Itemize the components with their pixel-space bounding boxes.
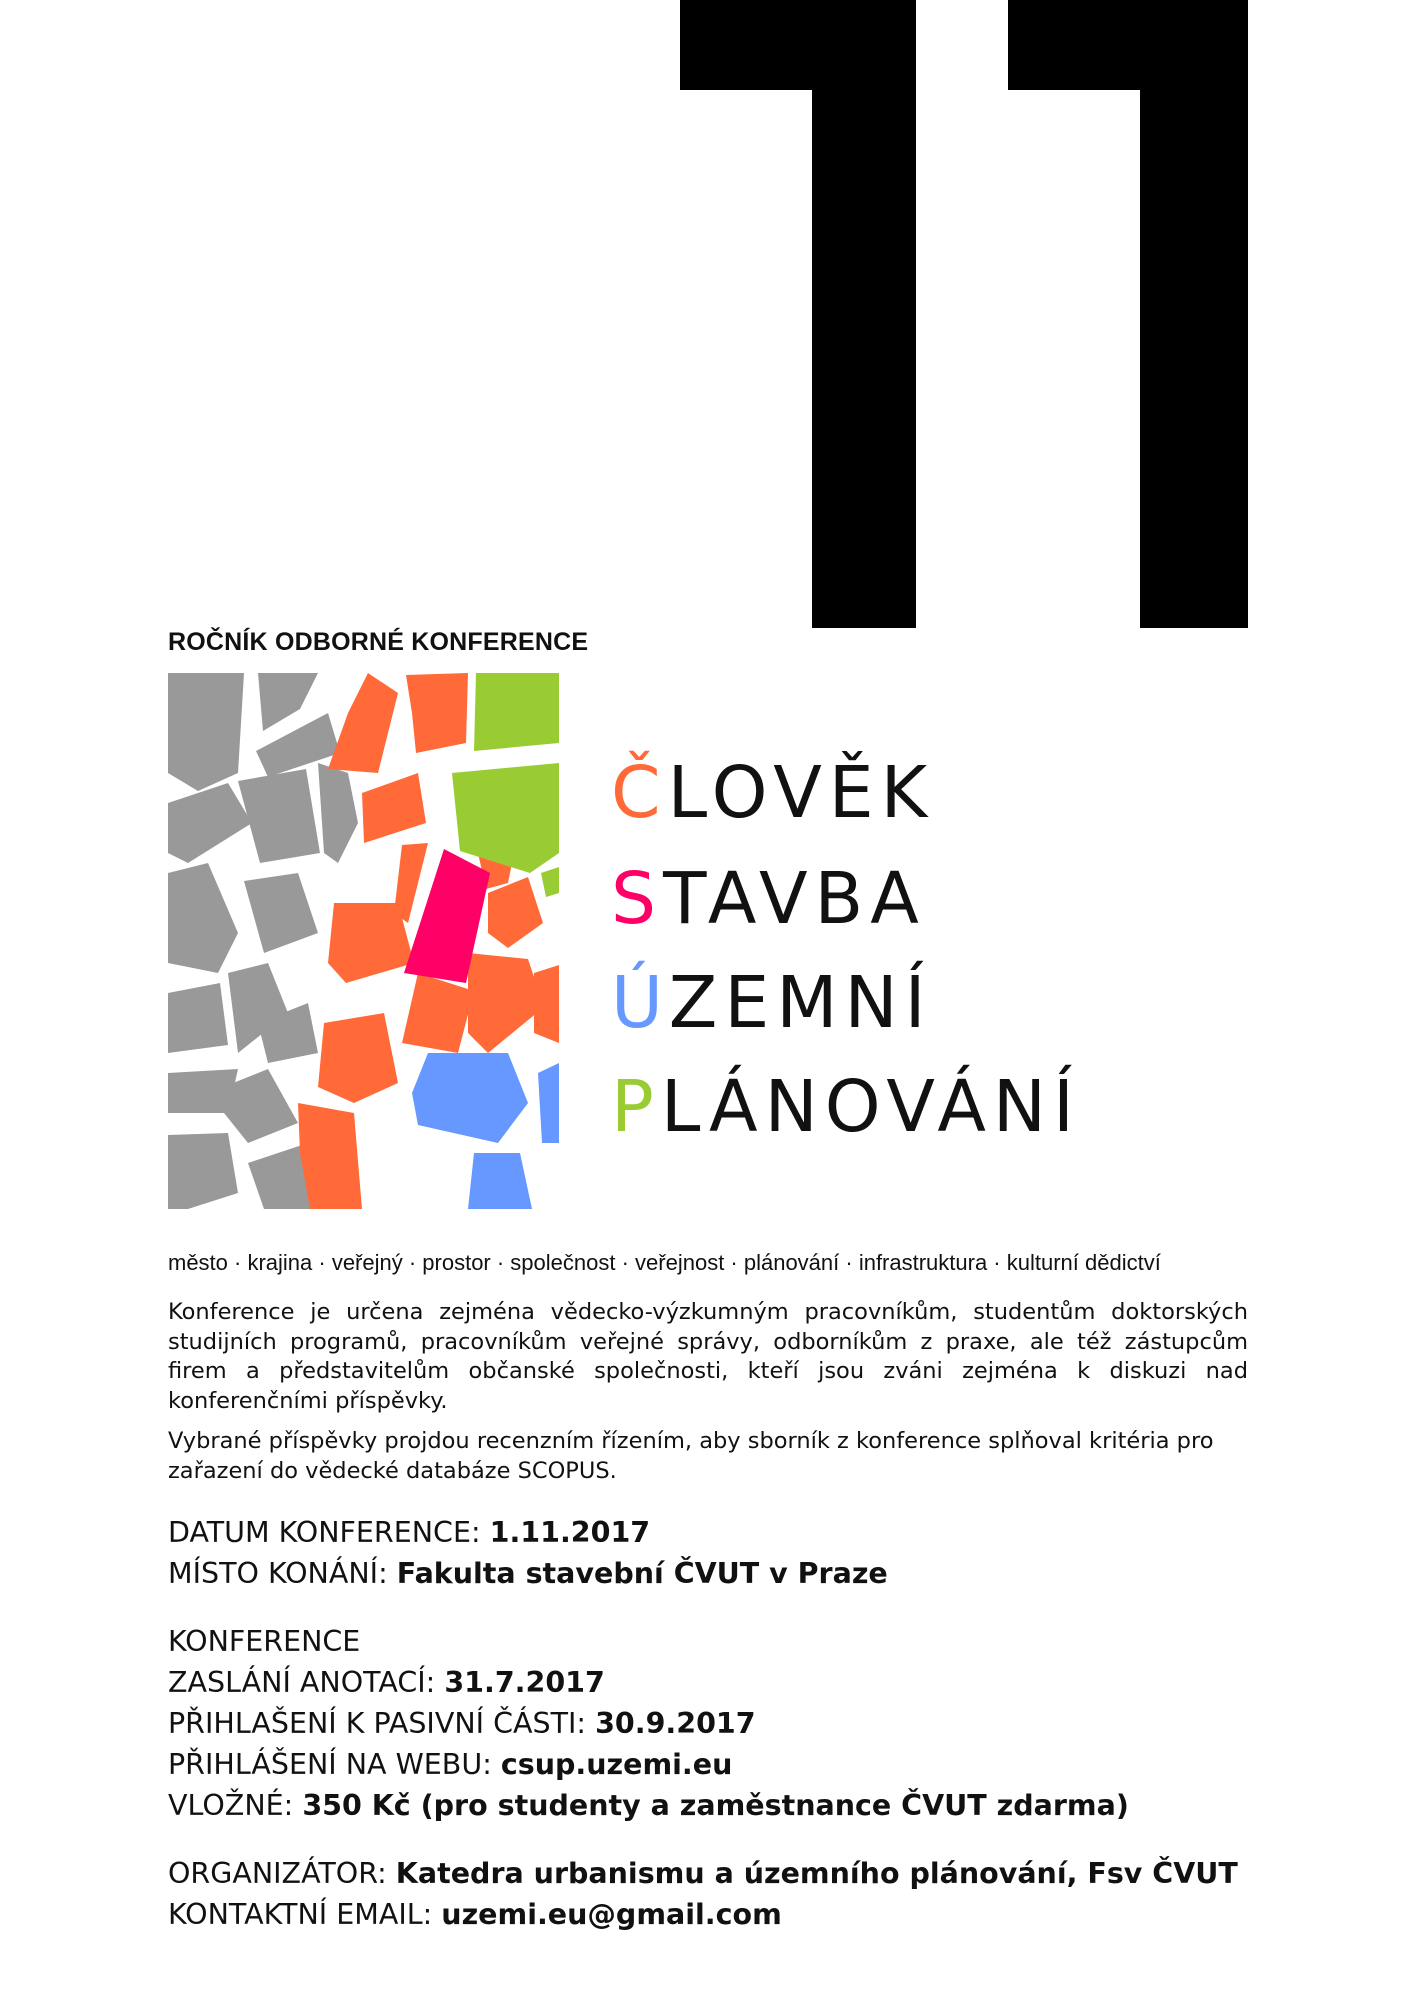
contact-email-label: KONTAKTNÍ EMAIL: [168, 1898, 442, 1931]
annotations-line [168, 1662, 605, 1703]
review-note-paragraph: Vybrané příspěvky projdou recenzním řízením, aby sborník z konference splňoval kritéria pro zařazení do vědecké databáze SCOPUS. [168, 1428, 1214, 1484]
title-line-uzemni [611, 961, 933, 1044]
title-rest-clovek: LOVĚK [667, 751, 935, 834]
edition-number-graphic [0, 0, 1415, 640]
annotations-value: 31.7.2017 [444, 1666, 605, 1699]
title-rest-uzemni: ZEMNÍ [668, 961, 933, 1044]
passive-registration-label: PŘIHLAŠENÍ K PASIVNÍ ČÁSTI: [168, 1707, 596, 1740]
fee-line [168, 1785, 1129, 1826]
title-rest-stavba: TAVBA [663, 857, 926, 940]
digit-one-left [680, 0, 916, 628]
event-date-value: 1.11.2017 [489, 1516, 651, 1549]
event-date-label: DATUM KONFERENCE: [168, 1516, 490, 1549]
fee-label: VLOŽNÉ: [168, 1789, 303, 1822]
event-place-value: Fakulta stavební ČVUT v Praze [396, 1557, 888, 1590]
keywords-line: město · krajina · veřejný · prostor · společnost · veřejnost · plánování · infrastruktura · kulturní dědictví [168, 1250, 1161, 1275]
annotations-label: ZASLÁNÍ ANOTACÍ: [168, 1666, 445, 1699]
web-registration-value[interactable]: csup.uzemi.eu [500, 1748, 733, 1781]
passive-registration-value: 30.9.2017 [595, 1707, 756, 1740]
passive-registration-line [168, 1703, 756, 1744]
title-rest-planovani: LÁNOVÁNÍ [660, 1065, 1081, 1148]
fee-value: 350 Kč (pro studenty a zaměstnance ČVUT zdarma) [302, 1789, 1129, 1822]
title-initial-c: Č [611, 751, 668, 834]
web-registration-label: PŘIHLÁŠENÍ NA WEBU: [168, 1748, 501, 1781]
title-line-clovek [611, 751, 935, 834]
conference-mosaic-logo [168, 673, 559, 1209]
organizer-value: Katedra urbanismu a územního plánování, Fsv ČVUT [395, 1857, 1238, 1890]
description-paragraph: Konference je určena zejména vědecko-výzkumným pracovníkům, studentům doktorských studijních programů, pracovníkům veřejné správy, odborníkům z praxe, ale též zástupcům firem a představitelům občanské společnosti, kteří jsou zváni zejména k diskuzi nad konferenčními příspěvky. [168, 1299, 1248, 1414]
title-initial-u: Ú [611, 961, 669, 1044]
organizer-line [168, 1853, 1238, 1894]
contact-email-value[interactable]: uzemi.eu@gmail.com [441, 1898, 782, 1931]
event-date-line [168, 1512, 650, 1553]
web-registration-line [168, 1744, 732, 1785]
edition-label: ROČNÍK ODBORNÉ KONFERENCE [168, 628, 589, 656]
contact-email-line [168, 1894, 782, 1935]
title-line-stavba [611, 857, 926, 940]
conference-heading: KONFERENCE [168, 1625, 361, 1658]
event-place-line [168, 1553, 888, 1594]
title-line-planovani [611, 1065, 1081, 1148]
edition-number-text: 11 [0, 0, 2, 1]
digit-one-right [1008, 0, 1248, 628]
title-initial-s: S [611, 857, 664, 940]
title-initial-p: P [611, 1065, 661, 1148]
organizer-label: ORGANIZÁTOR: [168, 1857, 396, 1890]
event-place-label: MÍSTO KONÁNÍ: [168, 1557, 397, 1590]
